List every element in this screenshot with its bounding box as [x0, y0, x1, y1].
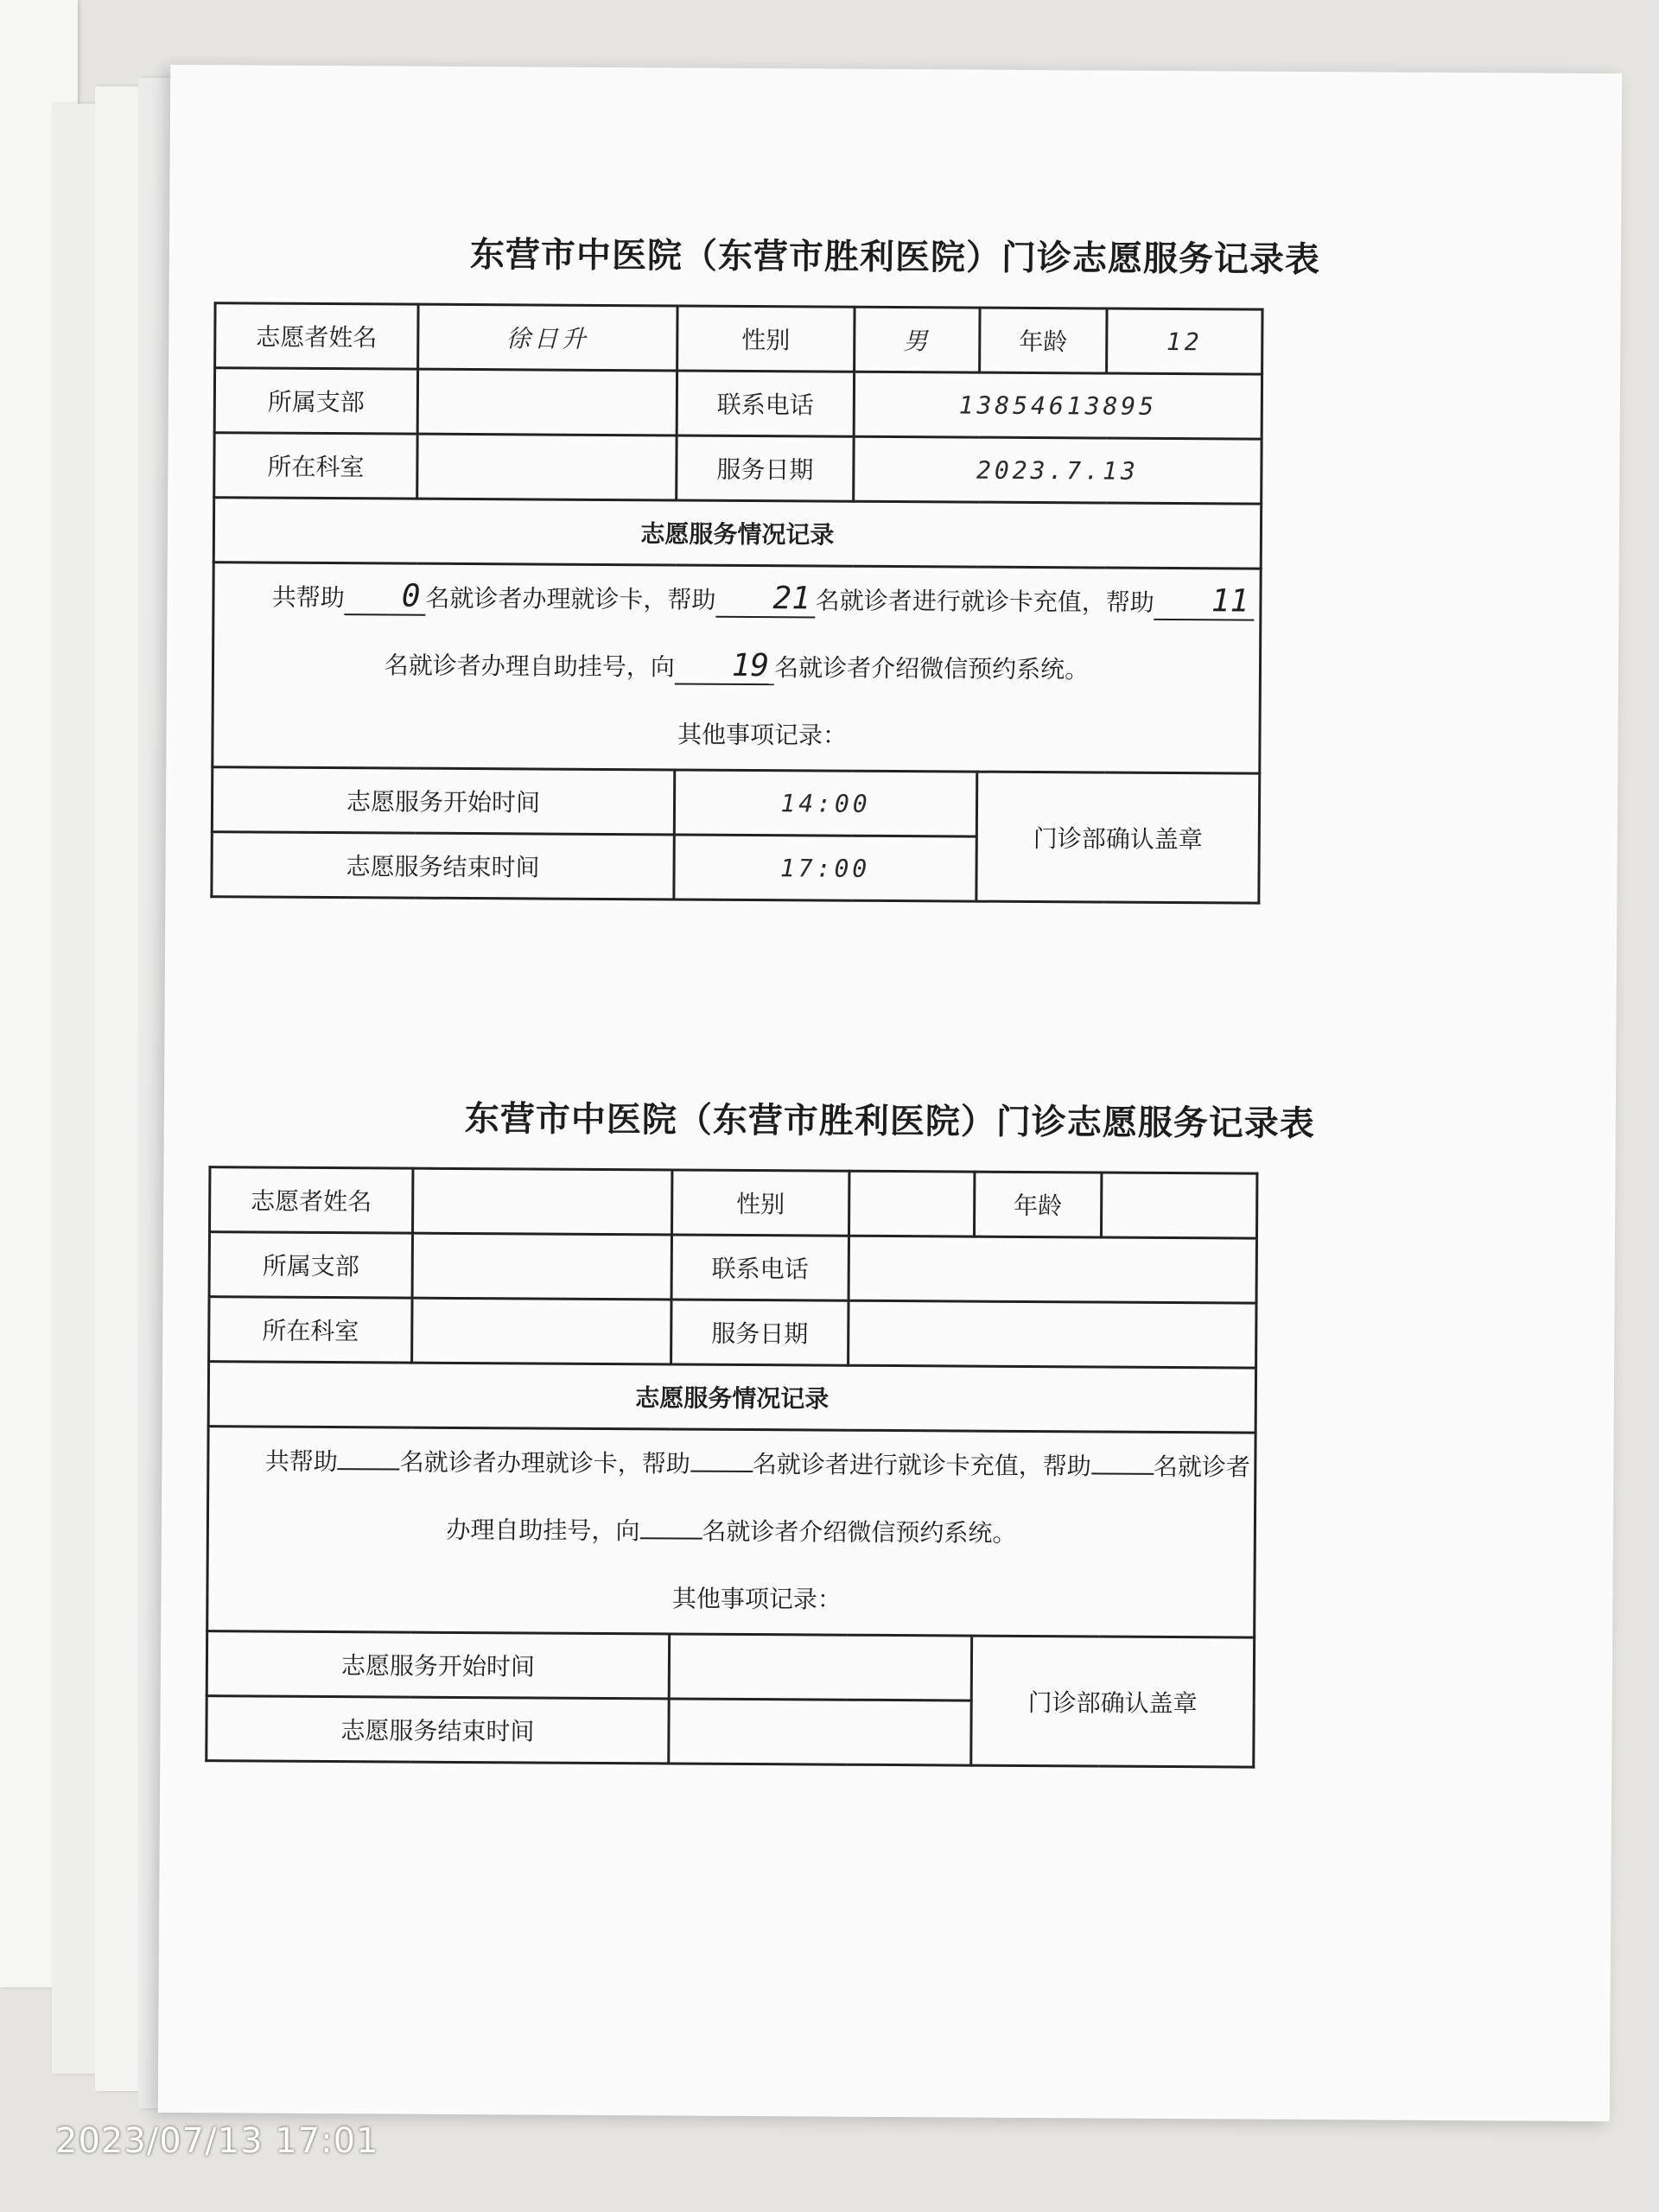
service-date-value[interactable]: 2023.7.13: [854, 436, 1262, 504]
name-label: 志愿者姓名: [210, 1167, 413, 1233]
department-label: 所在科室: [214, 433, 417, 499]
section-title: 志愿服务情况记录: [208, 1362, 1255, 1433]
record-text: 名就诊者办理自助挂号，向: [384, 651, 675, 682]
end-time-label: 志愿服务结束时间: [212, 832, 674, 899]
row-department: [209, 1297, 1256, 1368]
phone-value[interactable]: [849, 1236, 1256, 1303]
end-time-value[interactable]: 17:00: [674, 835, 976, 901]
service-record: [207, 1427, 1255, 1637]
count-card-recharge[interactable]: [690, 1471, 753, 1472]
other-matters-label: 其他事项记录：: [671, 1584, 842, 1614]
form-table: [205, 1166, 1258, 1768]
gender-label: 性别: [671, 1170, 849, 1236]
record-text: 共帮助: [264, 1446, 338, 1477]
branch-value[interactable]: [412, 1233, 671, 1300]
form-title: 东营市中医院（东营市胜利医院）门诊志愿服务记录表: [464, 1097, 1315, 1145]
gender-label: 性别: [677, 306, 855, 372]
branch-label: 所属支部: [214, 368, 417, 434]
count-card-issued[interactable]: 0: [345, 579, 426, 616]
row-name: [215, 303, 1262, 374]
end-time-label: 志愿服务结束时间: [207, 1696, 669, 1764]
name-value[interactable]: [412, 1168, 671, 1235]
name-label: 志愿者姓名: [215, 303, 418, 369]
stamp-label: 门诊部确认盖章: [976, 772, 1260, 903]
phone-label: 联系电话: [671, 1235, 849, 1300]
record-text: 名就诊者进行就诊卡充值，帮助: [752, 1450, 1091, 1481]
record-text: 名就诊者办理自助挂号，向: [446, 1452, 1250, 1546]
age-value[interactable]: [1101, 1173, 1256, 1238]
department-value[interactable]: [412, 1298, 671, 1364]
phone-label: 联系电话: [677, 371, 854, 436]
record-text: 名就诊者介绍微信预约系统。: [702, 1516, 1017, 1548]
count-wechat-intro[interactable]: 19: [675, 648, 775, 685]
record-paragraph: [209, 1427, 1255, 1568]
department-value[interactable]: [417, 434, 677, 500]
end-time-value[interactable]: [669, 1699, 971, 1765]
service-date-label: 服务日期: [671, 1300, 849, 1365]
record-text: 名就诊者办理就诊卡，帮助: [425, 583, 716, 614]
form-table: [210, 302, 1263, 904]
row-record: [213, 563, 1261, 773]
stamp-label: 门诊部确认盖章: [971, 1636, 1255, 1767]
branch-value[interactable]: [417, 369, 677, 435]
count-self-registration[interactable]: [1091, 1472, 1154, 1474]
gender-value[interactable]: [849, 1171, 974, 1236]
start-time-value[interactable]: 14:00: [674, 770, 976, 836]
service-record: [213, 563, 1261, 773]
count-self-registration[interactable]: 11: [1154, 584, 1255, 621]
phone-value[interactable]: 13854613895: [854, 372, 1262, 439]
row-section-title: [208, 1362, 1255, 1433]
section-title: 志愿服务情况记录: [213, 498, 1261, 569]
record-text: 名就诊者介绍微信预约系统。: [774, 653, 1090, 684]
volunteer-record-form-2: [160, 1093, 1616, 1770]
record-text: 共帮助: [271, 582, 345, 613]
record-text: 名就诊者办理就诊卡，帮助: [399, 1447, 690, 1478]
row-department: [214, 433, 1262, 504]
other-matters-label: 其他事项记录：: [677, 720, 848, 750]
count-card-recharge[interactable]: 21: [715, 582, 816, 619]
department-label: 所在科室: [209, 1297, 412, 1363]
start-time-label: 志愿服务开始时间: [212, 767, 674, 835]
start-time-label: 志愿服务开始时间: [207, 1631, 669, 1699]
volunteer-record-form-1: [165, 229, 1621, 906]
row-start-time: [207, 1631, 1254, 1702]
name-value[interactable]: 徐日升: [418, 304, 677, 371]
record-text: 名就诊者进行就诊卡充值，帮助: [815, 586, 1154, 617]
form-title: 东营市中医院（东营市胜利医院）门诊志愿服务记录表: [469, 234, 1321, 281]
row-branch: [209, 1232, 1256, 1303]
branch-label: 所属支部: [209, 1232, 412, 1298]
count-card-issued[interactable]: [338, 1468, 400, 1470]
row-section-title: [213, 498, 1261, 569]
row-name: [210, 1167, 1257, 1238]
count-wechat-intro[interactable]: [639, 1537, 702, 1539]
record-paragraph: [214, 563, 1260, 704]
paper-sheet: [158, 65, 1622, 2121]
photo-timestamp: 2023/07/13 17:01: [55, 2121, 379, 2161]
row-branch: [214, 368, 1262, 439]
age-label: 年龄: [980, 308, 1107, 373]
row-record: [207, 1427, 1255, 1637]
gender-value[interactable]: 男: [855, 307, 980, 372]
start-time-value[interactable]: [669, 1634, 971, 1700]
age-label: 年龄: [974, 1172, 1101, 1237]
service-date-value[interactable]: [849, 1300, 1256, 1368]
age-value[interactable]: 12: [1107, 308, 1262, 374]
row-start-time: [212, 767, 1259, 838]
service-date-label: 服务日期: [677, 435, 854, 501]
